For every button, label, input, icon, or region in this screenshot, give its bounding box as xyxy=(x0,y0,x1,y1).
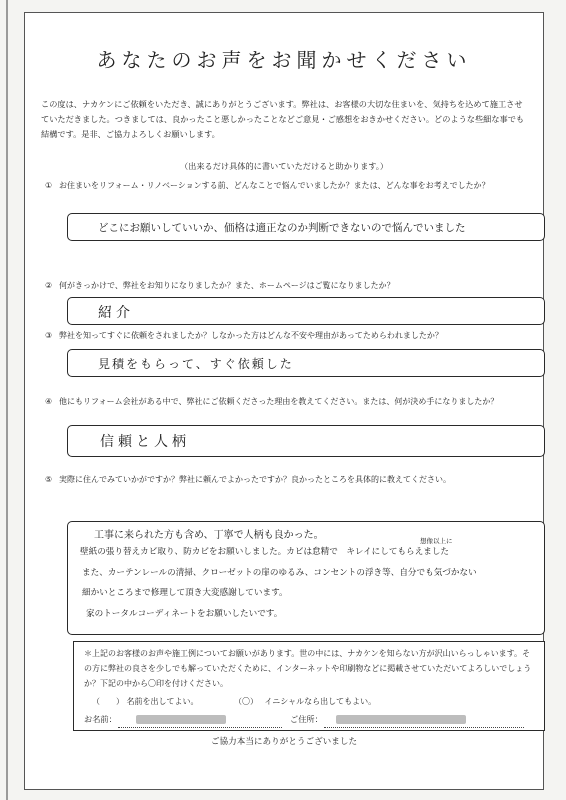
option-label: イニシャルなら出してもよい。 xyxy=(264,697,377,706)
question-5 xyxy=(45,473,525,487)
option-label: 名前を出してよい。 xyxy=(126,697,199,706)
handwritten-answer-line: また、カーテンレールの清掃、クローゼットの扉のゆるみ、コンセントの浮き等、自分でも気づかない xyxy=(82,568,477,578)
handwritten-answer-line: 壁紙の張り替えカビ取り、防カビをお願いしました。カビは怠精で キレイにしてもらえました xyxy=(80,547,450,557)
answer-box-2 xyxy=(67,297,545,325)
question-1 xyxy=(45,179,525,193)
handwritten-answer-line: 工事に来られた方も含め、丁寧で人柄も良かった。 xyxy=(94,530,324,541)
consent-notice-text: ＊上記のお客様のお声や施工例についてお願いがあります。世の中には、ナカケンを知らない方が沢山いらっしゃいます。その方に弊社の良さを少しでも解っていただくために、インターネットや印刷物などに掲載させていただいてよろしいでしょうか？下記の中から〇印を付けください。 xyxy=(84,649,532,688)
scan-crop-mark-left xyxy=(6,0,8,800)
address-underline xyxy=(324,727,524,728)
intro-paragraph: この度は、ナカケンにご依頼をいただき、誠にありがとうございます。弊社は、お客様の大切な住まいを、気持ちを込めて施工させていただきました。つきましては、良かったこと悪しかったことなどご意見・ご感想をおきかせください。どのような些細な事でも結構です。是非、ご協力よろしくお願いします。 xyxy=(41,99,525,139)
question-text: 弊社を知ってすぐに依頼をされましたか？しなかった方はどんな不安や理由があってためらわれましたか？ xyxy=(59,331,443,340)
instruction-note: （出来るだけ具体的に書いていただけると助かります。） xyxy=(179,161,389,171)
question-text: 他にもリフォーム会社がある中で、弊社にご依頼くださった理由を教えてください。または、何が決め手になりましたか？ xyxy=(59,397,499,406)
option-name-ok xyxy=(92,696,199,707)
question-2 xyxy=(45,279,525,293)
option-mark: （ ） xyxy=(92,697,124,706)
name-label: お名前： xyxy=(84,714,117,724)
option-mark: （〇） xyxy=(234,697,258,706)
redacted-address xyxy=(336,715,466,724)
address-label: ご住所： xyxy=(290,714,323,724)
handwritten-answer: 見積をもらって、すぐ依頼した xyxy=(98,357,294,371)
question-text: お住まいをリフォーム・リノベーションする前、どんなことで悩んでいましたか？または、どんな事をお考えでしたか？ xyxy=(59,181,490,190)
closing-thanks: ご協力本当にありがとうございました xyxy=(210,737,358,747)
handwritten-answer: 信頼と人柄 xyxy=(100,434,190,450)
answer-box-3 xyxy=(67,349,545,377)
survey-sheet xyxy=(24,12,544,790)
answer-box-4 xyxy=(67,425,545,457)
question-number: ① xyxy=(45,181,53,190)
question-number: ③ xyxy=(45,331,53,340)
question-text: 何がきっかけで、弊社をお知りになりましたか？また、ホームページはご覧になりましたか？ xyxy=(59,281,395,290)
page-title: あなたのお声をお聞かせください xyxy=(96,48,472,72)
redacted-name xyxy=(136,715,226,724)
handwritten-answer-line: 細かいところまで修理して頂き大変感謝しています。 xyxy=(82,588,288,598)
question-number: ④ xyxy=(45,397,53,406)
publication-consent-box xyxy=(73,641,545,731)
question-4 xyxy=(45,395,525,409)
question-number: ② xyxy=(45,281,53,290)
handwritten-answer: 紹介 xyxy=(98,305,134,321)
question-text: 実際に住んでみていかがですか？弊社に頼んでよかったですか？良かったところを具体的に教えてください。 xyxy=(59,475,451,484)
option-initials-ok xyxy=(234,696,376,707)
question-3 xyxy=(45,329,525,343)
handwritten-insertion: 想像以上に xyxy=(420,537,453,545)
handwritten-answer: どこにお願いしていいか、価格は適正なのか判断できないので悩んでいました xyxy=(98,222,466,234)
question-number: ⑤ xyxy=(45,475,53,484)
answer-box-5 xyxy=(67,521,545,635)
answer-box-1 xyxy=(67,213,545,241)
name-underline xyxy=(118,727,282,728)
handwritten-answer-line: 家のトータルコーディネートをお願いしたいです。 xyxy=(86,609,283,619)
